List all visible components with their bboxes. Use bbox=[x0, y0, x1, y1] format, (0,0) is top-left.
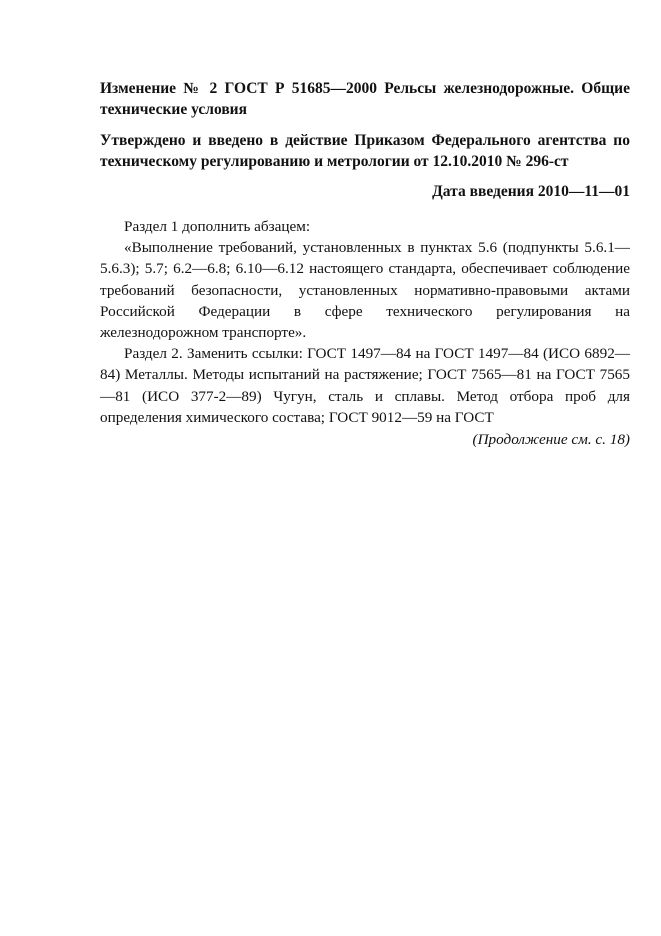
paragraph-section-2: Раздел 2. Заменить ссылки: ГОСТ 1497—84 на ГОСТ 1497—84 (ИСО 6892—84) Металлы. Методы испытаний на растяжение; ГОСТ 7565—81 на ГОСТ 7565—81 (ИСО 377-2—89) Чугун, сталь и сплавы. Метод отбора проб для определения химического состава; ГОСТ 9012—59 на ГОСТ bbox=[100, 345, 630, 426]
document-page bbox=[100, 78, 630, 450]
amendment-body bbox=[100, 216, 630, 428]
approval-statement: Утверждено и введено в действие Приказом Федерального агентства по техническому регулированию и метрологии от 12.10.2010 № 296-ст bbox=[100, 132, 630, 170]
paragraph-safety-requirements: «Выполнение требований, установленных в пунктах 5.6 (подпункты 5.6.1—5.6.3); 5.7; 6.2—6.8; 6.10—6.12 настоящего стандарта, обеспечивает соблюдение требований безопасности, установленных нормативно-правовыми актами Российской Федерации в сфере технического регулирования на железнодорожном транспорте». bbox=[100, 239, 630, 342]
continuation-note: (Продолжение см. с. 18) bbox=[472, 431, 630, 449]
paragraph-section-1: Раздел 1 дополнить абзацем: bbox=[124, 218, 311, 235]
effective-date: Дата введения 2010—11—01 bbox=[432, 183, 630, 200]
amendment-heading: Изменение № 2 ГОСТ Р 51685—2000 Рельсы железнодорожные. Общие технические условия bbox=[100, 80, 630, 118]
